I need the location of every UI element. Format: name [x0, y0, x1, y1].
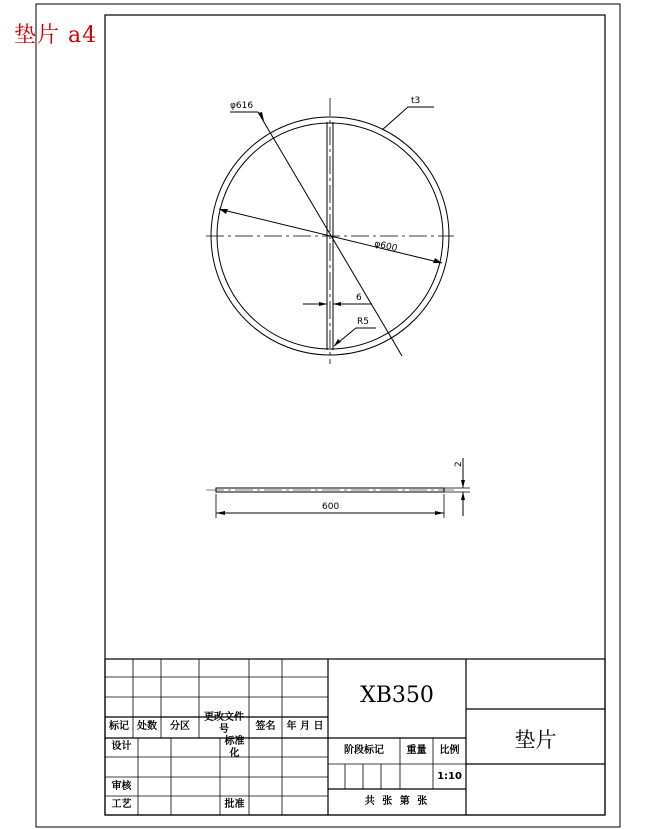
- radius-label: R5: [357, 317, 369, 327]
- arrow-icon: [461, 480, 465, 488]
- count-header: 处数: [137, 721, 157, 732]
- gasket-front-view: [206, 98, 454, 364]
- slot-width-label: 6: [356, 293, 362, 303]
- scale-value: 1:10: [437, 771, 462, 782]
- length-label: 600: [322, 502, 340, 512]
- inner-diameter-label: φ600: [373, 239, 399, 255]
- outer-diameter-label: φ616: [230, 101, 254, 111]
- arrow-icon: [333, 302, 341, 306]
- arrow-icon: [216, 511, 225, 515]
- weight-label: 重量: [406, 745, 427, 756]
- sheet-count-label: 共 张 第 张: [364, 796, 430, 807]
- zone-header: 分区: [170, 721, 190, 732]
- signature-header: 签名: [255, 721, 276, 732]
- change-doc-header: 更改文件号: [204, 712, 244, 735]
- stage-mark-label: 阶段标记: [344, 745, 384, 756]
- part-name: 垫片: [514, 728, 557, 752]
- side-view-arrows: [216, 480, 465, 515]
- outer-diameter-leader: [230, 112, 402, 356]
- standardize-label: 标准化: [224, 736, 245, 759]
- sheet-title: 垫片 a4: [14, 23, 98, 48]
- thickness-label: t3: [411, 96, 421, 106]
- arrow-icon: [219, 209, 228, 214]
- date-header: 年 月 日: [286, 721, 324, 732]
- arrow-icon: [319, 302, 327, 306]
- check-label: 审核: [111, 781, 132, 792]
- thickness-leader: [382, 107, 434, 130]
- radius-leader: [334, 328, 376, 346]
- arrow-icon: [461, 492, 465, 500]
- arrow-icon: [435, 511, 444, 515]
- process-label: 工艺: [111, 799, 132, 810]
- arrow-icon: [334, 339, 341, 346]
- scale-label: 比例: [439, 745, 460, 756]
- mark-header: 标记: [109, 721, 129, 732]
- part-number: XB350: [360, 683, 434, 708]
- arrow-icon: [258, 112, 264, 121]
- design-label: 设计: [111, 741, 132, 752]
- approve-label: 批准: [224, 799, 245, 810]
- side-thickness-label: 2: [454, 461, 464, 467]
